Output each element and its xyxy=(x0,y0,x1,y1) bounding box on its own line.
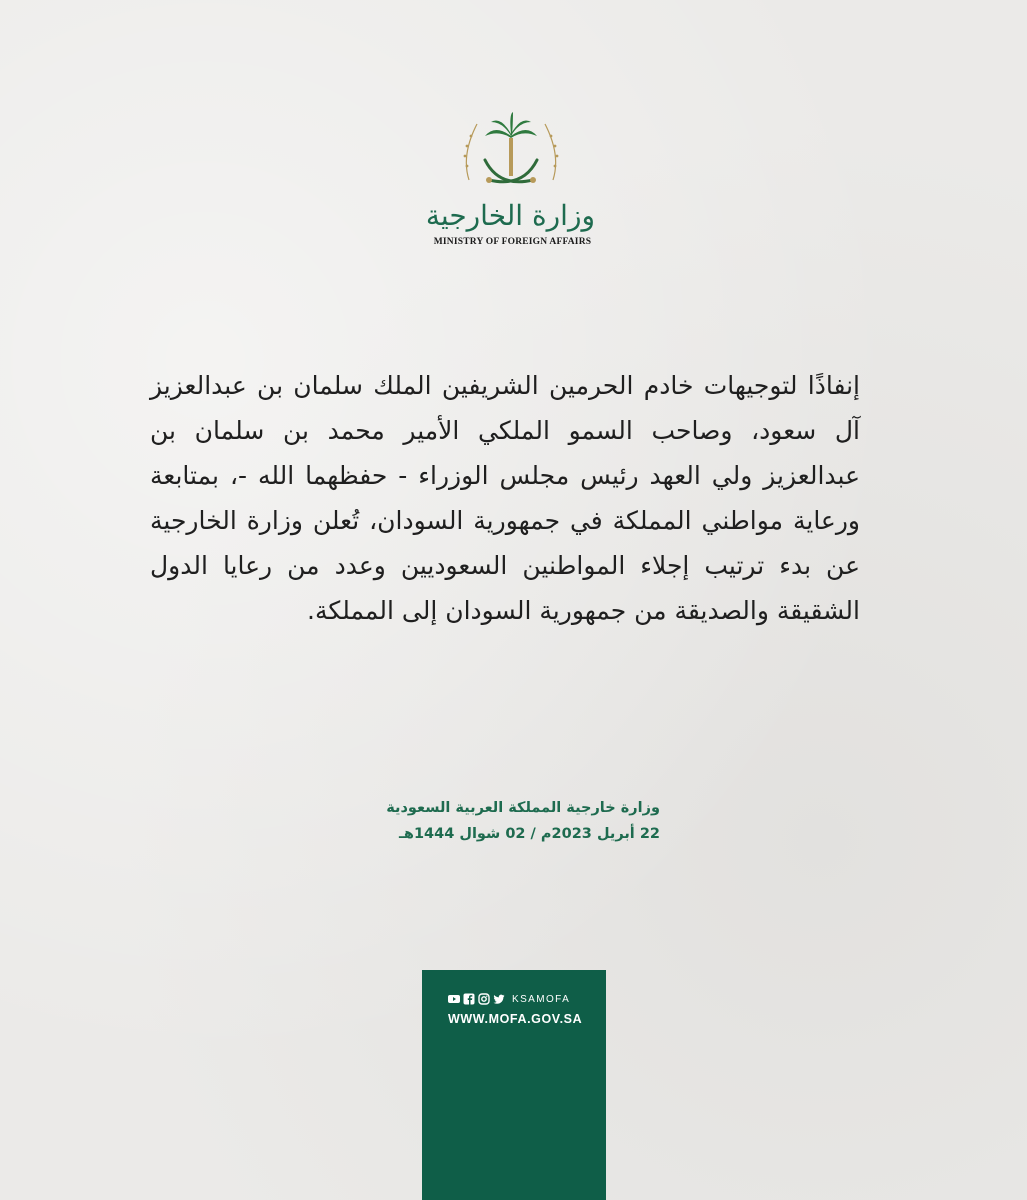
ministry-name-english: MINISTRY OF FOREIGN AFFAIRS xyxy=(433,237,592,247)
signature-date: 22 أبريل 2023م / 02 شوال 1444هـ xyxy=(398,826,660,842)
social-handle[interactable]: KSAMOFA xyxy=(512,993,571,1005)
facebook-icon[interactable] xyxy=(463,993,475,1005)
footer-box xyxy=(422,970,606,1200)
instagram-icon[interactable] xyxy=(478,993,490,1005)
youtube-icon[interactable] xyxy=(448,993,460,1005)
ministry-name-arabic: وزارة الخارجية xyxy=(425,199,595,232)
twitter-icon[interactable] xyxy=(493,993,505,1005)
saudi-emblem-icon xyxy=(455,110,567,200)
social-links xyxy=(448,992,570,1006)
website-link[interactable]: WWW.MOFA.GOV.SA xyxy=(448,1012,583,1026)
statement-text: إنفاذًا لتوجيهات خادم الحرمين الشريفين الملك سلمان بن عبدالعزيز آل سعود، وصاحب السمو الملكي الأمير محمد بن سلمان بن عبدالعزيز ولي العهد رئيس مجلس الوزراء - حفظهما الله -، بمتابعة ورعاية مواطني المملكة في جمهورية السودان، تُعلن وزارة الخارجية عن بدء ترتيب إجلاء المواطنين السعوديين وعدد من رعايا الدول الشقيقة والصديقة من جمهورية السودان إلى المملكة. xyxy=(150,371,860,625)
signature-name: وزارة خارجية المملكة العربية السعودية xyxy=(386,800,660,816)
